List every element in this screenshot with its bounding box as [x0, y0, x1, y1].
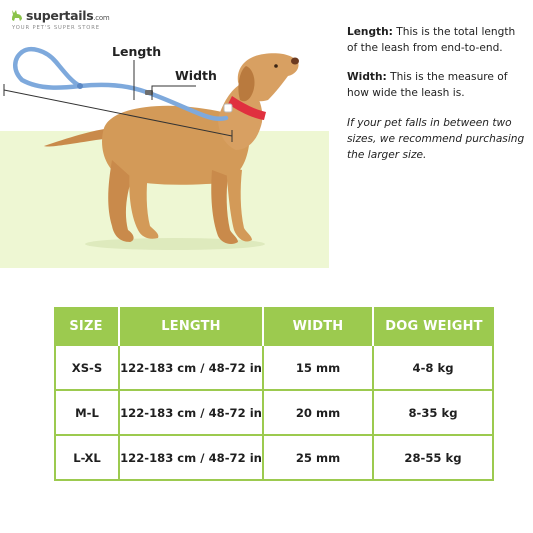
table-row	[54, 391, 494, 436]
logo-tagline: YOUR PET'S SUPER STORE	[12, 25, 100, 31]
length-term: Length:	[347, 26, 393, 38]
header-width: WIDTH	[264, 307, 374, 346]
table-row	[54, 346, 494, 391]
cell-width: 15 mm	[264, 346, 374, 391]
logo-domain: .com	[93, 14, 110, 22]
cell-dog-weight: 28-55 kg	[374, 436, 494, 481]
header-dog-weight: DOG WEIGHT	[374, 307, 494, 346]
logo-wordmark: supertails	[26, 8, 94, 23]
width-term: Width:	[347, 71, 387, 83]
length-description: This is the total length of the leash from end-to-end.	[347, 26, 516, 54]
table-header-row	[54, 307, 494, 346]
cell-dog-weight: 8-35 kg	[374, 391, 494, 436]
product-photo	[0, 0, 329, 268]
table-row	[54, 436, 494, 481]
measurement-info	[347, 24, 527, 176]
cell-size: M-L	[54, 391, 120, 436]
cell-dog-weight: 4-8 kg	[374, 346, 494, 391]
header-size: SIZE	[54, 307, 120, 346]
width-description: This is the measure of how wide the leash is.	[347, 71, 508, 99]
cell-size: L-XL	[54, 436, 120, 481]
dog-logo-icon	[10, 8, 24, 22]
cell-length: 122-183 cm / 48-72 in	[120, 436, 264, 481]
length-definition	[347, 24, 527, 56]
cell-size: XS-S	[54, 346, 120, 391]
size-chart-table	[54, 307, 494, 481]
cell-width: 20 mm	[264, 391, 374, 436]
cell-width: 25 mm	[264, 436, 374, 481]
dog-with-leash-illustration	[0, 0, 329, 268]
size-recommendation-note: If your pet falls in between two sizes, we recommend purchasing the larger size.	[347, 117, 525, 161]
cell-length: 122-183 cm / 48-72 in	[120, 346, 264, 391]
header-length: LENGTH	[120, 307, 264, 346]
cell-length: 122-183 cm / 48-72 in	[120, 391, 264, 436]
length-callout-label: Length	[112, 44, 162, 59]
width-definition	[347, 69, 527, 101]
width-callout-label: Width	[175, 68, 217, 83]
